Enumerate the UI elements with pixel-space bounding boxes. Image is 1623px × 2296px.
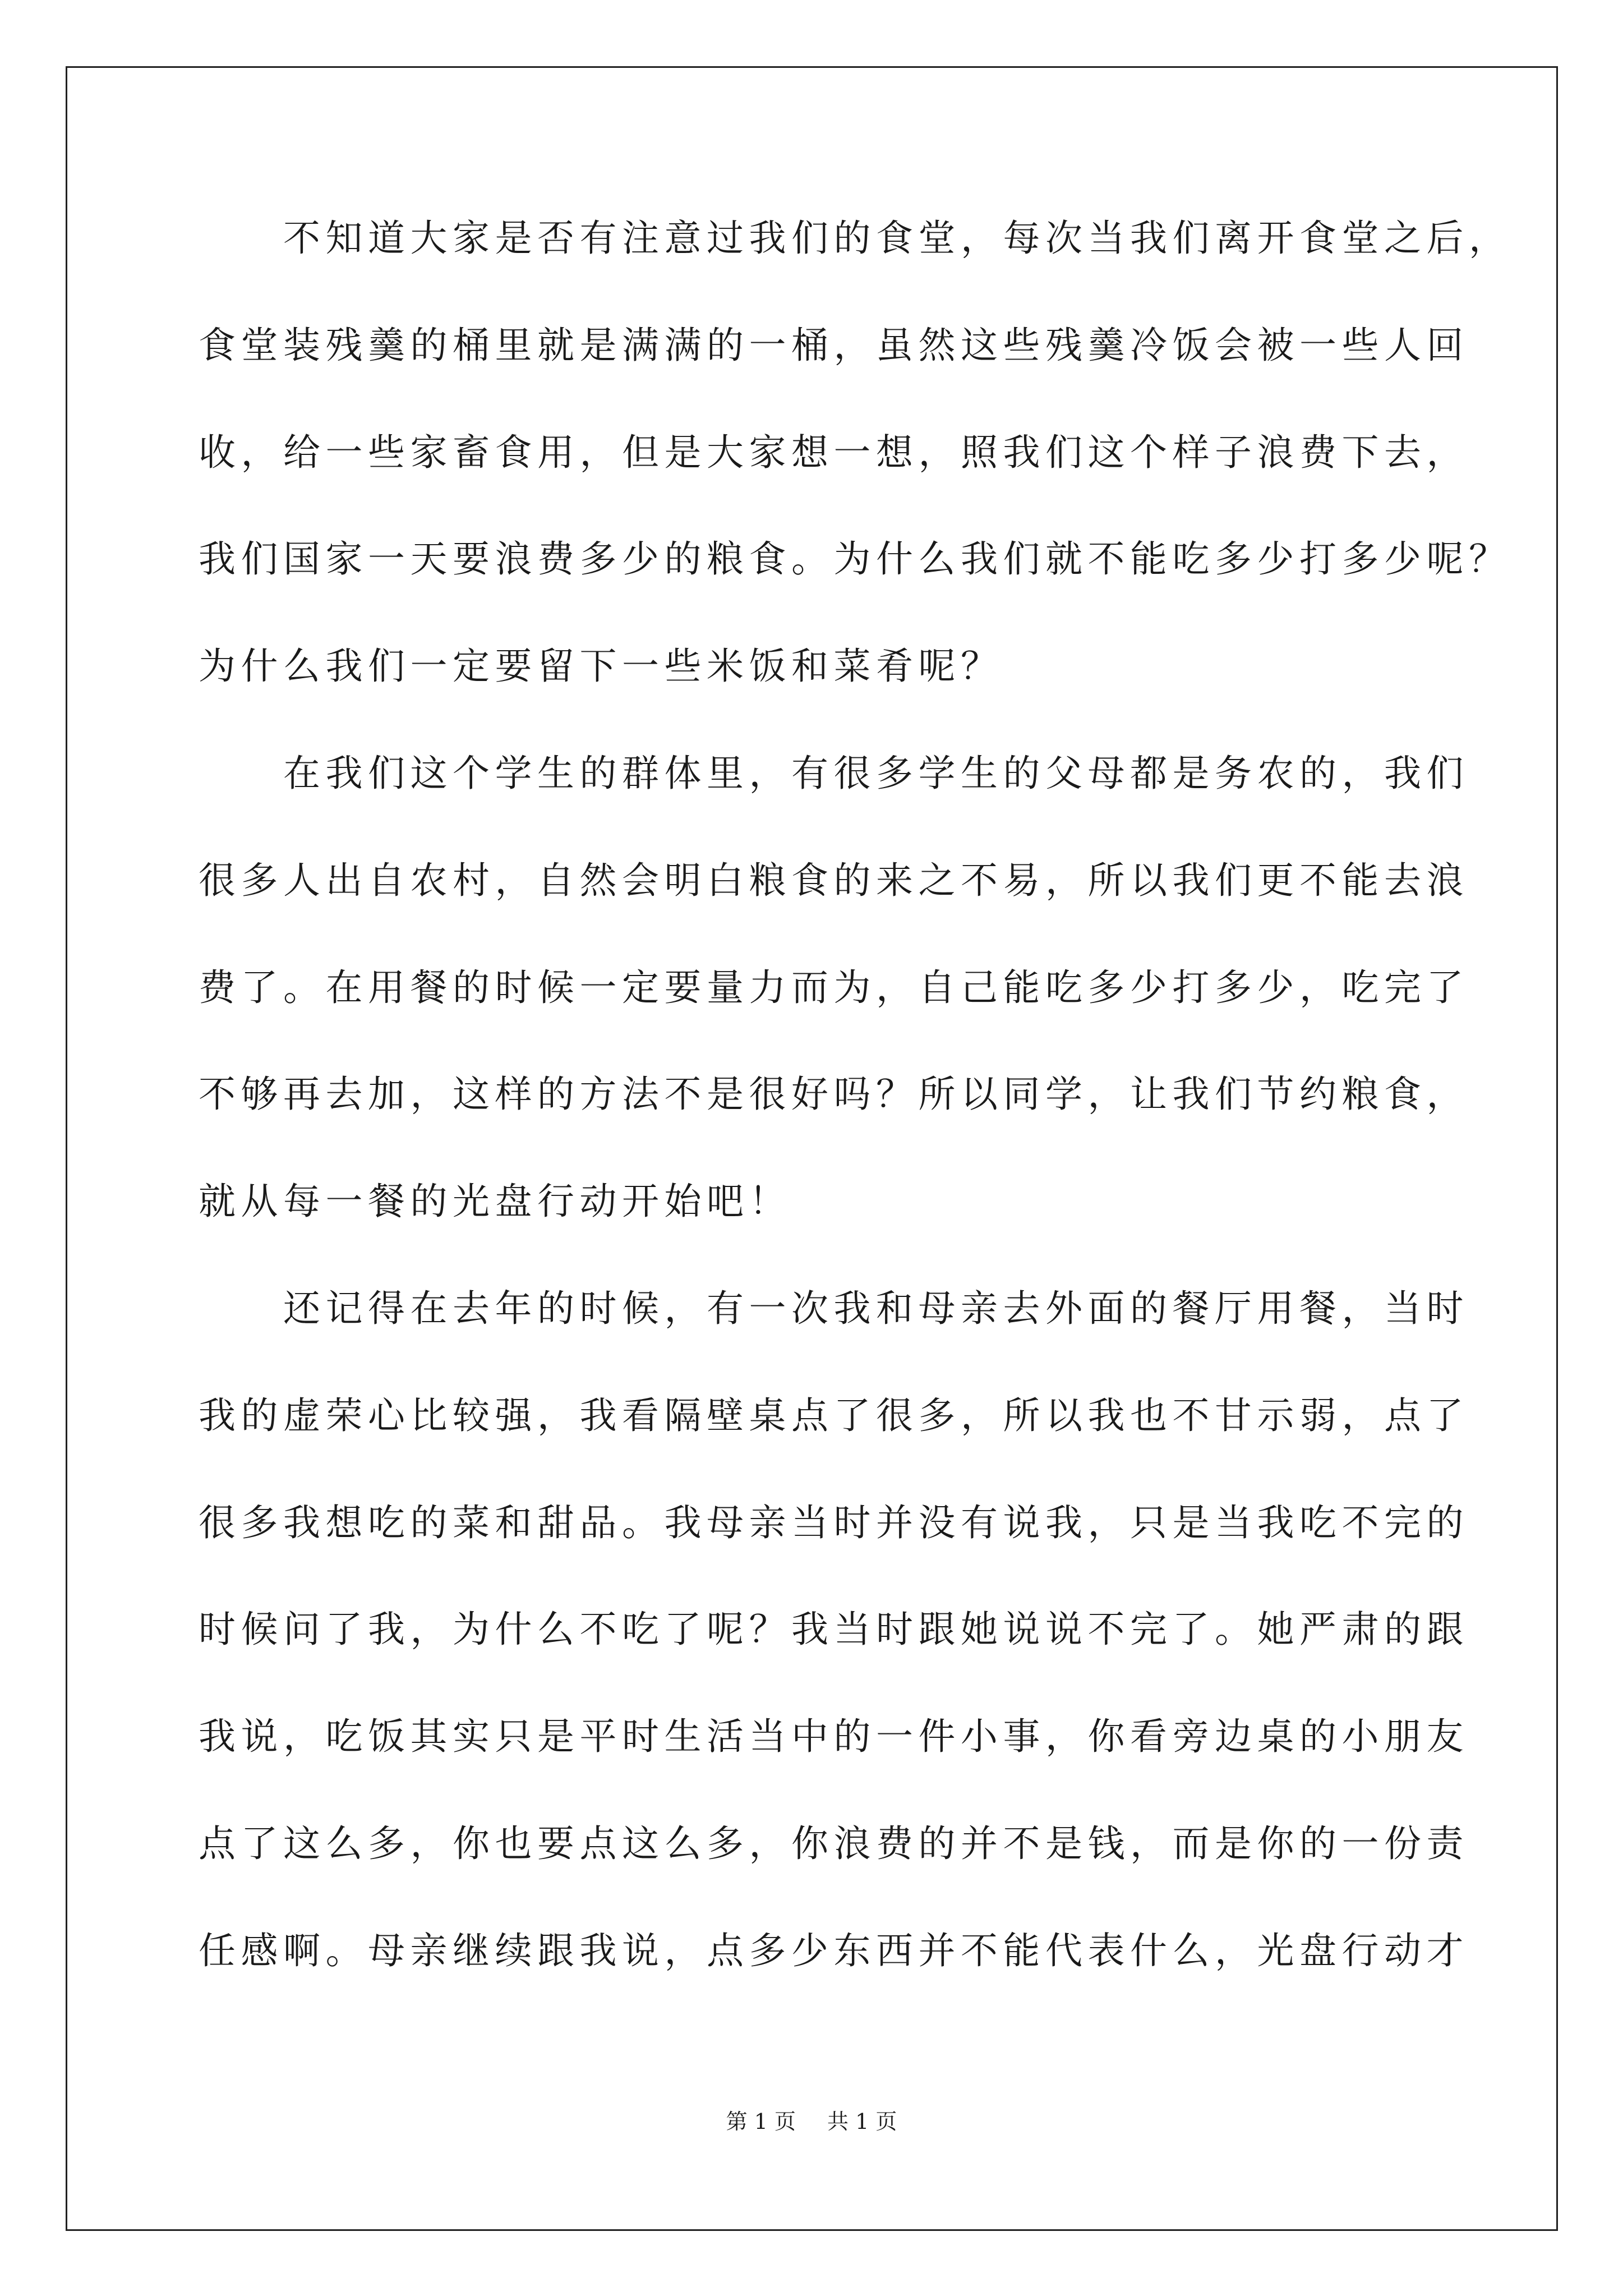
text-line: 收，给一些家畜食用，但是大家想一想，照我们这个样子浪费下去， (199, 430, 1469, 474)
text-line: 不知道大家是否有注意过我们的食堂，每次当我们离开食堂之后， (283, 217, 1511, 260)
document-body (199, 217, 1511, 2040)
text-line: 不够再去加，这样的方法不是很好吗？所以同学，让我们节约粮食， (199, 1073, 1469, 1116)
page-total: 共 1 页 (827, 2109, 897, 2134)
page-footer (0, 2109, 1623, 2134)
text-line: 食堂装残羹的桶里就是满满的一桶，虽然这些残羹冷饭会被一些人回 (199, 323, 1469, 367)
text-line: 我说，吃饭其实只是平时生活当中的一件小事，你看旁边桌的小朋友 (199, 1715, 1469, 1759)
text-line: 我们国家一天要浪费多少的粮食。为什么我们就不能吃多少打多少呢？ (199, 537, 1511, 581)
text-line: 费了。在用餐的时候一定要量力而为，自己能吃多少打多少，吃完了 (199, 965, 1469, 1009)
text-line: 很多我想吃的菜和甜品。我母亲当时并没有说我，只是当我吃不完的 (199, 1501, 1469, 1544)
text-line: 点了这么多，你也要点这么多，你浪费的并不是钱，而是你的一份责 (199, 1821, 1469, 1865)
text-line: 就从每一餐的光盘行动开始吧！ (199, 1180, 791, 1223)
page-number: 第 1 页 (726, 2109, 796, 2134)
text-line: 时候问了我，为什么不吃了呢？我当时跟她说说不完了。她严肃的跟 (199, 1608, 1469, 1651)
text-line: 任感啊。母亲继续跟我说，点多少东西并不能代表什么，光盘行动才 (199, 1929, 1469, 1972)
text-line: 还记得在去年的时候，有一次我和母亲去外面的餐厅用餐，当时 (283, 1286, 1469, 1330)
text-line: 在我们这个学生的群体里，有很多学生的父母都是务农的，我们 (283, 751, 1469, 795)
text-line: 很多人出自农村，自然会明白粮食的来之不易，所以我们更不能去浪 (199, 858, 1469, 902)
text-line: 为什么我们一定要留下一些米饭和菜肴呢？ (199, 645, 1003, 688)
text-line: 我的虚荣心比较强，我看隔壁桌点了很多，所以我也不甘示弱，点了 (199, 1393, 1469, 1437)
